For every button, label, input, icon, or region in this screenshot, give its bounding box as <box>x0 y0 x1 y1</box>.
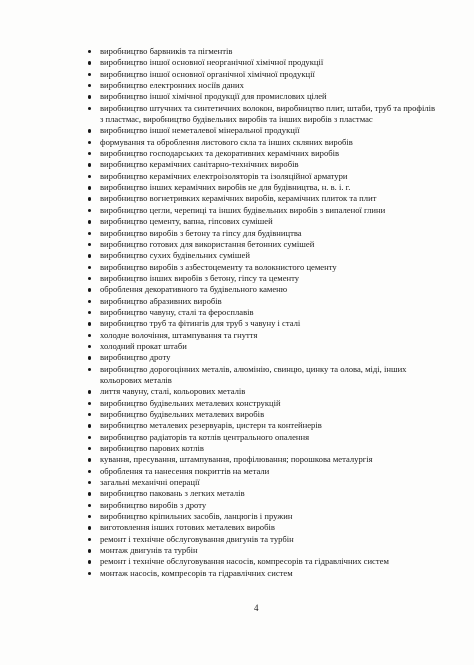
list-item <box>88 273 440 284</box>
list-item-text: виробництво іншої основної неорганічної хімічної продукції <box>100 57 324 68</box>
list-item-text: холодний прокат штаби <box>100 340 187 351</box>
list-item-text: виробництво готових для використання бетонних сумішей <box>100 238 315 249</box>
list-item <box>88 477 440 488</box>
list-item-text: виробництво керамічних санітарно-технічних виробів <box>100 159 299 170</box>
list-item-text: виробництво барвників та пігментів <box>100 46 233 56</box>
bullet-icon <box>88 288 91 291</box>
list-item <box>88 500 440 511</box>
list-item-text: монтаж насосів, компресорів та гідравлічних систем <box>100 567 293 578</box>
list-item <box>88 398 440 409</box>
list-item-text: виробництво цегли, черепиці та інших будівельних виробів з випаленої глини <box>100 204 386 215</box>
list-item <box>88 182 440 193</box>
bullet-icon <box>88 266 91 269</box>
list-item-text: виробництво господарських та декоративних керамічних виробів <box>100 148 340 159</box>
list-item <box>88 409 440 420</box>
list-item <box>88 352 440 363</box>
list-item <box>88 545 440 556</box>
list-item-text: виробництво парових котлів <box>100 443 204 454</box>
list-item-text: виготовлення інших готових металевих виробів <box>100 522 275 533</box>
list-item-text: холодне волочіння, штампування та гнуття <box>100 329 258 340</box>
bullet-icon <box>88 163 91 166</box>
bullet-icon <box>88 572 91 575</box>
bullet-icon <box>88 84 91 87</box>
list-item-text: виробництво паковань з легких металів <box>100 488 245 499</box>
list-item <box>88 318 440 329</box>
bullet-icon <box>88 413 91 416</box>
list-item-text: монтаж двигунів та турбін <box>100 545 198 556</box>
bullet-icon <box>88 107 91 110</box>
list-item-text: виробництво вогнетривких керамічних виробів, керамічних плиток та плит <box>100 193 377 204</box>
list-item-text: виробництво будівельних металевих виробів <box>100 409 265 419</box>
list-item <box>88 205 440 216</box>
bullet-icon <box>88 549 91 552</box>
list-item <box>88 284 440 295</box>
bullet-icon <box>88 458 91 461</box>
bullet-icon <box>88 220 91 223</box>
list-item <box>88 80 440 91</box>
list-item <box>88 46 440 57</box>
page-number: 4 <box>254 603 259 613</box>
list-item-text: виробництво іншої неметалевої мінеральної продукції <box>100 125 300 136</box>
list-item <box>88 57 440 68</box>
list-item-text: виробництво виробів з дроту <box>100 499 207 510</box>
list-item-text: виробництво дроту <box>100 352 171 363</box>
bullet-icon <box>88 61 91 64</box>
list-item <box>88 69 440 80</box>
list-item <box>88 364 440 387</box>
list-item <box>88 386 440 397</box>
bullet-icon <box>88 186 91 189</box>
list-item <box>88 228 440 239</box>
bullet-icon <box>88 209 91 212</box>
list-item-text: кування, пресування, штампування, профілювання; порошкова металургія <box>100 454 373 465</box>
list-item <box>88 556 440 567</box>
list-item-text: виробництво радіаторів та котлів центрального опалення <box>100 431 310 442</box>
bullet-icon <box>88 95 91 98</box>
bullet-icon <box>88 436 91 439</box>
list-item-text: виробництво будівельних металевих конструкцій <box>100 397 281 408</box>
bullet-icon <box>88 504 91 507</box>
list-item-text: загальні механічні операції <box>100 477 200 488</box>
bullet-icon <box>88 470 91 473</box>
bullet-icon <box>88 345 91 348</box>
list-item-text: виробництво дорогоцінних металів, алюмінію, свинцю, цинку та олова, міді, інших кольорових металів <box>100 363 407 385</box>
list-item <box>88 307 440 318</box>
bullet-icon <box>88 141 91 144</box>
list-item-text: виробництво чавуну, сталі та феросплавів <box>100 306 254 317</box>
list-item-text: виробництво інших керамічних виробів не для будівництва, н. в. і. г. <box>100 182 351 193</box>
list-item-text: лиття чавуну, сталі, кольорових металів <box>100 386 246 397</box>
list-item-text: виробництво електронних носіїв даних <box>100 80 244 91</box>
list-item-text: оброблення декоративного та будівельного каменю <box>100 284 288 295</box>
list-item <box>88 488 440 499</box>
list-item-text: виробництво сухих будівельних сумішей <box>100 250 250 261</box>
list-item <box>88 103 440 126</box>
bullet-icon <box>88 402 91 405</box>
list-item-text: виробництво інших виробів з бетону, гіпсу та цементу <box>100 272 300 283</box>
list-item-text: виробництво іншої основної органічної хімічної продукції <box>100 68 315 79</box>
bullet-icon <box>88 481 91 484</box>
bullet-icon <box>88 560 91 563</box>
bullet-icon <box>88 334 91 337</box>
bullet-icon <box>88 390 91 393</box>
list-item <box>88 511 440 522</box>
bullet-icon <box>88 73 91 76</box>
list-item-text: виробництво іншої хімічної продукції для промислових цілей <box>100 91 327 102</box>
bullet-icon <box>88 129 91 132</box>
bullet-icon <box>88 254 91 257</box>
bullet-icon <box>88 368 91 371</box>
bullet-icon <box>88 152 91 155</box>
bullet-icon <box>88 50 91 53</box>
activity-list <box>88 46 440 579</box>
list-item <box>88 522 440 533</box>
list-item-text: виробництво виробів з азбестоцементу та волокнистого цементу <box>100 261 337 272</box>
list-item <box>88 330 440 341</box>
list-item <box>88 159 440 170</box>
list-item-text: виробництво керамічних електроізоляторів та ізоляційної арматури <box>100 170 348 181</box>
list-item <box>88 148 440 159</box>
list-item <box>88 432 440 443</box>
list-item <box>88 193 440 204</box>
list-item-text: виробництво кріпильних засобів, ланцюгів і пружин <box>100 511 293 522</box>
list-item <box>88 239 440 250</box>
bullet-icon <box>88 300 91 303</box>
list-item <box>88 454 440 465</box>
list-item <box>88 250 440 261</box>
list-item <box>88 534 440 545</box>
list-item <box>88 125 440 136</box>
list-item <box>88 341 440 352</box>
bullet-icon <box>88 492 91 495</box>
list-item-text: ремонт і технічне обслуговування двигунів та турбін <box>100 533 294 544</box>
list-item <box>88 443 440 454</box>
bullet-icon <box>88 322 91 325</box>
list-item <box>88 568 440 579</box>
bullet-icon <box>88 197 91 200</box>
bullet-icon <box>88 277 91 280</box>
list-item <box>88 137 440 148</box>
bullet-icon <box>88 515 91 518</box>
list-item <box>88 420 440 431</box>
list-item-text: формування та оброблення листового скла та інших скляних виробів <box>100 136 353 147</box>
list-item <box>88 91 440 102</box>
bullet-icon <box>88 175 91 178</box>
bullet-icon <box>88 447 91 450</box>
bullet-icon <box>88 526 91 529</box>
list-item <box>88 262 440 273</box>
bullet-icon <box>88 311 91 314</box>
list-item-text: оброблення та нанесення покриттів на метали <box>100 465 270 476</box>
list-item <box>88 296 440 307</box>
bullet-icon <box>88 232 91 235</box>
bullet-icon <box>88 538 91 541</box>
list-item-text: ремонт і технічне обслуговування насосів, компресорів та гідравлічних систем <box>100 556 389 567</box>
list-item <box>88 171 440 182</box>
list-item <box>88 466 440 477</box>
bullet-icon <box>88 356 91 359</box>
bullet-icon <box>88 424 91 427</box>
bullet-icon <box>88 243 91 246</box>
list-item <box>88 216 440 227</box>
list-item-text: виробництво абразивних виробів <box>100 295 222 306</box>
list-item-text: виробництво виробів з бетону та гіпсу для будівництва <box>100 227 302 238</box>
list-item-text: виробництво штучних та синтетичних волокон, виробництво плит, штаби, труб та профілів з пластмас, виробництво будівельних виробів та інших виробів з пластмас <box>100 102 436 125</box>
list-item-text: виробництво труб та фітингів для труб з чавуну і сталі <box>100 318 301 329</box>
list-item-text: виробництво цементу, вапна, гіпсових сумішей <box>100 216 273 227</box>
list-item-text: виробництво металевих резервуарів, цистерн та контейнерів <box>100 420 322 431</box>
